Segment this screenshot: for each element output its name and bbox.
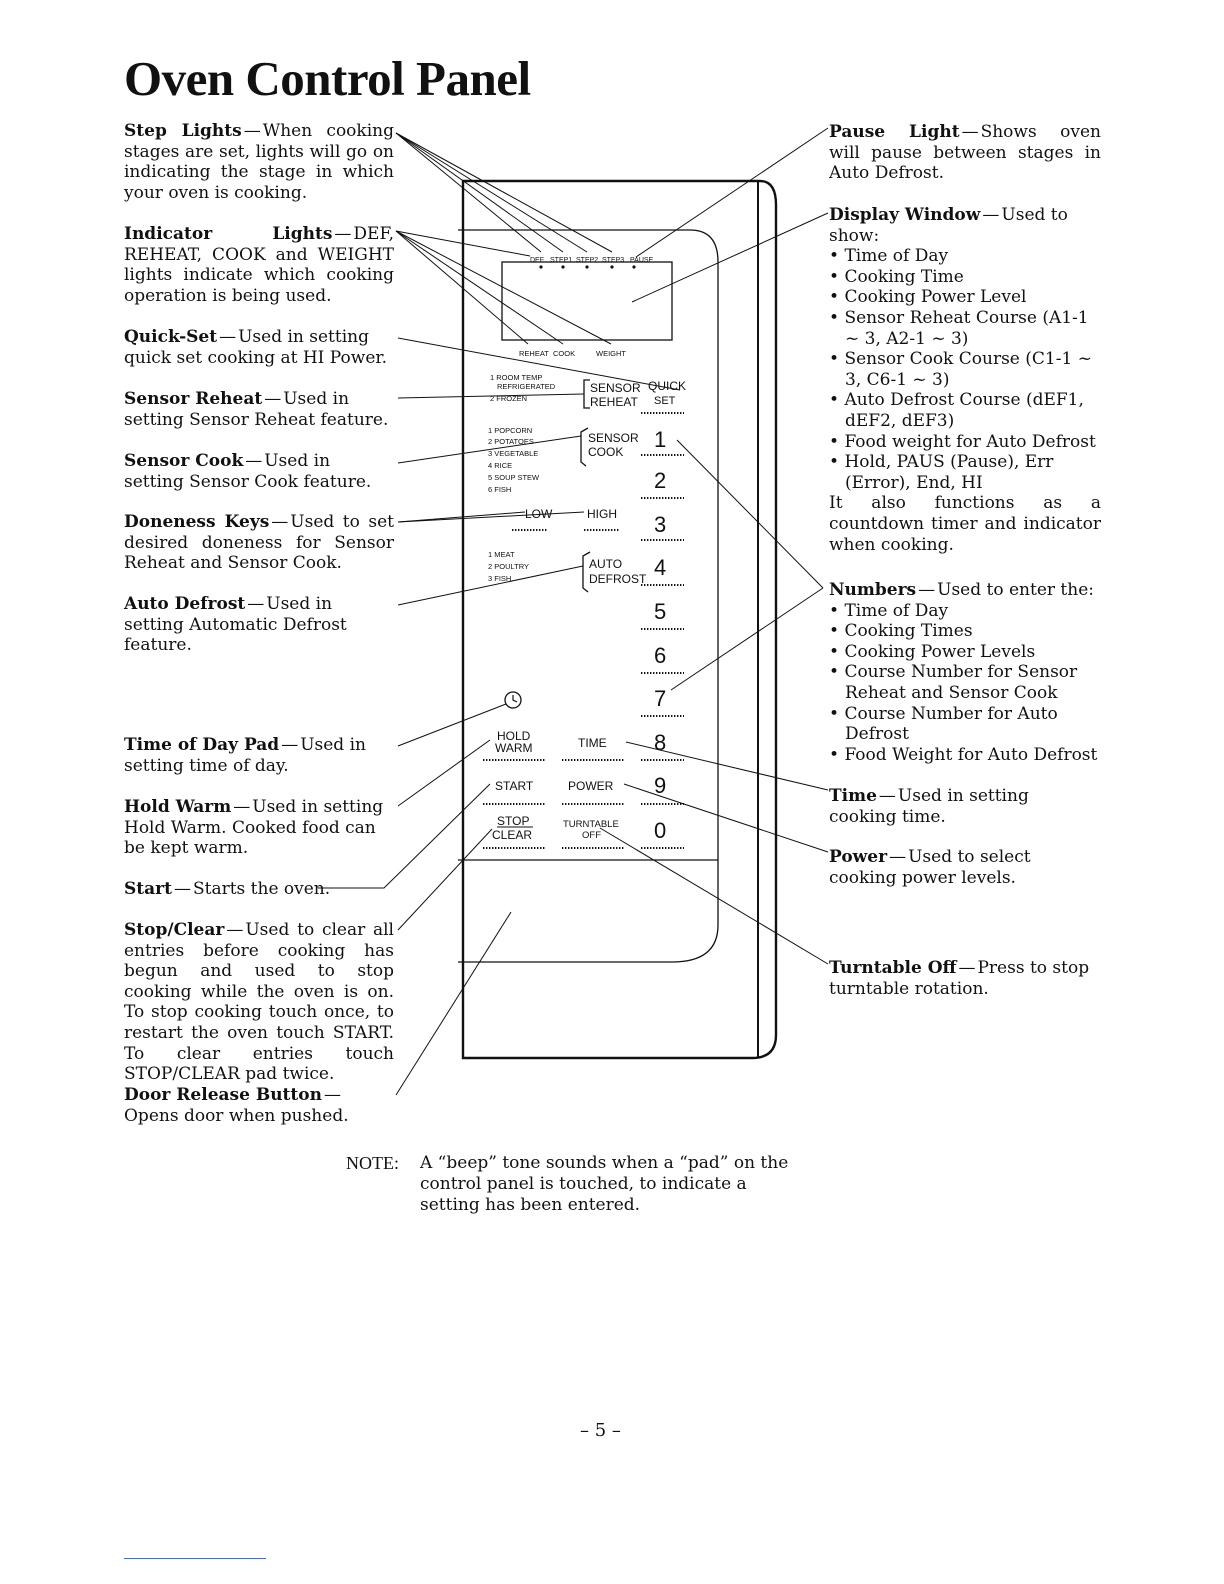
- annotation-indicator-lights: Indicator Lights — DEF, REHEAT, COOK and WEIGHT lights indicate which cooking operation is being used.: [124, 224, 394, 306]
- page-number: – 5 –: [580, 1420, 621, 1441]
- hold-warm-key[interactable]: HOLD: [497, 729, 531, 743]
- annotation-sensor-cook: Sensor Cook — Used in setting Sensor Cook feature.: [124, 451, 372, 492]
- step-label: STEP1: [550, 257, 573, 264]
- annotation-start: Start — Starts the oven.: [124, 879, 331, 899]
- sensor-cook-key-line2[interactable]: COOK: [588, 445, 624, 459]
- footer-divider: [124, 1558, 266, 1559]
- indicator-label: COOK: [553, 349, 576, 358]
- turntable-off-key[interactable]: TURNTABLE: [563, 819, 619, 830]
- sensor-reheat-key-line2[interactable]: REHEAT: [590, 395, 638, 409]
- auto-defrost-section: [488, 550, 647, 592]
- time-key[interactable]: TIME: [578, 736, 607, 750]
- number-key-7[interactable]: 7: [654, 686, 667, 711]
- low-key[interactable]: LOW: [525, 507, 553, 521]
- annotation-step-lights: Step Lights — When cooking stages are set, lights will go on indicating the stage in which your oven is cooking.: [124, 121, 394, 203]
- annotation-quick-set: Quick-Set — Used in setting quick set cooking at HI Power.: [124, 327, 388, 368]
- turntable-off-key-line2[interactable]: OFF: [582, 830, 601, 841]
- page-title: Oven Control Panel: [124, 51, 531, 106]
- leader-lines: [318, 128, 828, 1095]
- annotation-stop-clear: Stop/Clear — Used to clear all entries before cooking has begun and used to stop cooking while the oven is on. To stop cooking touch once, to restart the oven touch START. To clear entries touch STOP/CLEAR pad twice.: [124, 920, 394, 1085]
- cook-course: 5 SOUP STEW: [488, 473, 540, 482]
- note: [346, 1153, 805, 1216]
- sensor-cook-key[interactable]: SENSOR: [588, 431, 639, 445]
- number-key-2[interactable]: 2: [654, 468, 667, 493]
- clock-icon[interactable]: [505, 692, 521, 708]
- auto-defrost-key-line2[interactable]: DEFROST: [589, 572, 647, 586]
- note-label: NOTE:: [346, 1153, 399, 1173]
- reheat-course: 1 ROOM TEMP: [490, 373, 543, 382]
- high-key[interactable]: HIGH: [587, 507, 617, 521]
- defrost-course: 3 FISH: [488, 574, 512, 583]
- annotation-turntable-off: Turntable Off — Press to stop turntable rotation.: [829, 958, 1090, 999]
- cook-course: 4 RICE: [488, 461, 513, 470]
- auto-defrost-key[interactable]: AUTO: [589, 557, 623, 571]
- cook-course: 2 POTATOES: [488, 437, 534, 446]
- number-key-9[interactable]: 9: [654, 773, 667, 798]
- defrost-course: 1 MEAT: [488, 550, 515, 559]
- power-key[interactable]: POWER: [568, 779, 614, 793]
- stop-clear-key-line2[interactable]: CLEAR: [492, 828, 533, 842]
- step-label: PAUSE: [630, 257, 654, 264]
- annotation-hold-warm: Hold Warm — Used in setting Hold Warm. Cooked food can be kept warm.: [124, 797, 384, 859]
- quick-set-key[interactable]: QUICK: [648, 379, 687, 393]
- sensor-cook-section: [488, 426, 639, 494]
- annotation-sensor-reheat: Sensor Reheat — Used in setting Sensor Reheat feature.: [124, 389, 389, 430]
- panel-outline: [458, 181, 776, 1058]
- number-key-0[interactable]: 0: [654, 818, 667, 843]
- indicator-label: WEIGHT: [596, 349, 626, 358]
- annotation-doneness-keys: Doneness Keys — Used to set desired doneness for Sensor Reheat and Sensor Cook.: [124, 512, 394, 574]
- defrost-course: 2 POULTRY: [488, 562, 529, 571]
- number-key-8[interactable]: 8: [654, 730, 667, 755]
- reheat-course: REFRIGERATED: [497, 382, 556, 391]
- step-label: DEF: [530, 257, 544, 264]
- step-label: STEP3: [602, 257, 625, 264]
- indicator-lights: [519, 349, 626, 358]
- annotation-display-window: Display Window — Used to show: • Time of Day • Cooking Time • Cooking Power Level • Sensor Reheat Course (A1-1 ~ 3, A2-1 ~ 3) • Sensor Cook Course (C1-1 ~ 3, C6-1 ~ 3) • Auto Defrost Course (dEF1, dEF2, dEF3) • Food weight for Auto Defrost • Hold, PAUS (Pause), Err (Error), End, HI It also functions as a countdown timer and indicator when cooking.: [829, 205, 1101, 555]
- annotation-pause-light: Pause Light — Shows oven will pause between stages in Auto Defrost.: [829, 122, 1101, 184]
- number-key-4[interactable]: 4: [654, 555, 667, 580]
- function-keys: [492, 729, 619, 842]
- stop-clear-key[interactable]: STOP: [497, 814, 530, 828]
- annotation-power: Power — Used to select cooking power levels.: [829, 847, 1031, 888]
- cook-course: 1 POPCORN: [488, 426, 533, 435]
- number-key-5[interactable]: 5: [654, 599, 667, 624]
- annotation-door-release: Door Release Button —Opens door when pushed.: [124, 1085, 349, 1126]
- sensor-reheat-key[interactable]: SENSOR: [590, 381, 641, 395]
- display-window-list: • Time of Day • Cooking Time • Cooking Power Level • Sensor Reheat Course (A1-1 ~ 3, A2-1 ~ 3) • Sensor Cook Course (C1-1 ~ 3, C6-1 ~ 3) • Auto Defrost Course (dEF1, dEF2, dEF3) • Food weight for Auto Defrost • Hold, PAUS (Pause), Err (Error), End, HI: [829, 246, 1101, 493]
- reheat-course: 2 FROZEN: [490, 394, 528, 403]
- indicator-label: REHEAT: [519, 349, 549, 358]
- note-text: A “beep” tone sounds when a “pad” on the control panel is touched, to indicate a setting has been entered.: [420, 1153, 789, 1215]
- number-pads: [654, 427, 666, 843]
- cook-course: 6 FISH: [488, 485, 512, 494]
- number-key-1[interactable]: 1: [654, 427, 667, 452]
- cook-course: 3 VEGETABLE: [488, 449, 539, 458]
- step-lights: [530, 257, 654, 269]
- annotation-time: Time — Used in setting cooking time.: [829, 786, 1029, 827]
- number-key-3[interactable]: 3: [654, 512, 667, 537]
- numbers-list: • Time of Day • Cooking Times • Cooking Power Levels • Course Number for Sensor Reheat and Sensor Cook • Course Number for Auto Defrost • Food Weight for Auto Defrost: [829, 601, 1101, 766]
- annotation-numbers: Numbers — Used to enter the: • Time of Day • Cooking Times • Cooking Power Levels • Course Number for Sensor Reheat and Sensor Cook • Course Number for Auto Defrost • Food Weight for Auto Defrost: [829, 580, 1101, 765]
- annotation-auto-defrost: Auto Defrost — Used in setting Automatic Defrost feature.: [124, 594, 347, 656]
- sensor-reheat-section: [490, 373, 686, 409]
- start-key[interactable]: START: [495, 779, 534, 793]
- step-label: STEP2: [576, 257, 599, 264]
- hold-warm-key-line2[interactable]: WARM: [495, 741, 533, 755]
- annotation-time-of-day-pad: Time of Day Pad — Used in setting time of day.: [124, 735, 366, 776]
- quick-set-key-line2[interactable]: SET: [654, 395, 676, 407]
- number-key-6[interactable]: 6: [654, 643, 667, 668]
